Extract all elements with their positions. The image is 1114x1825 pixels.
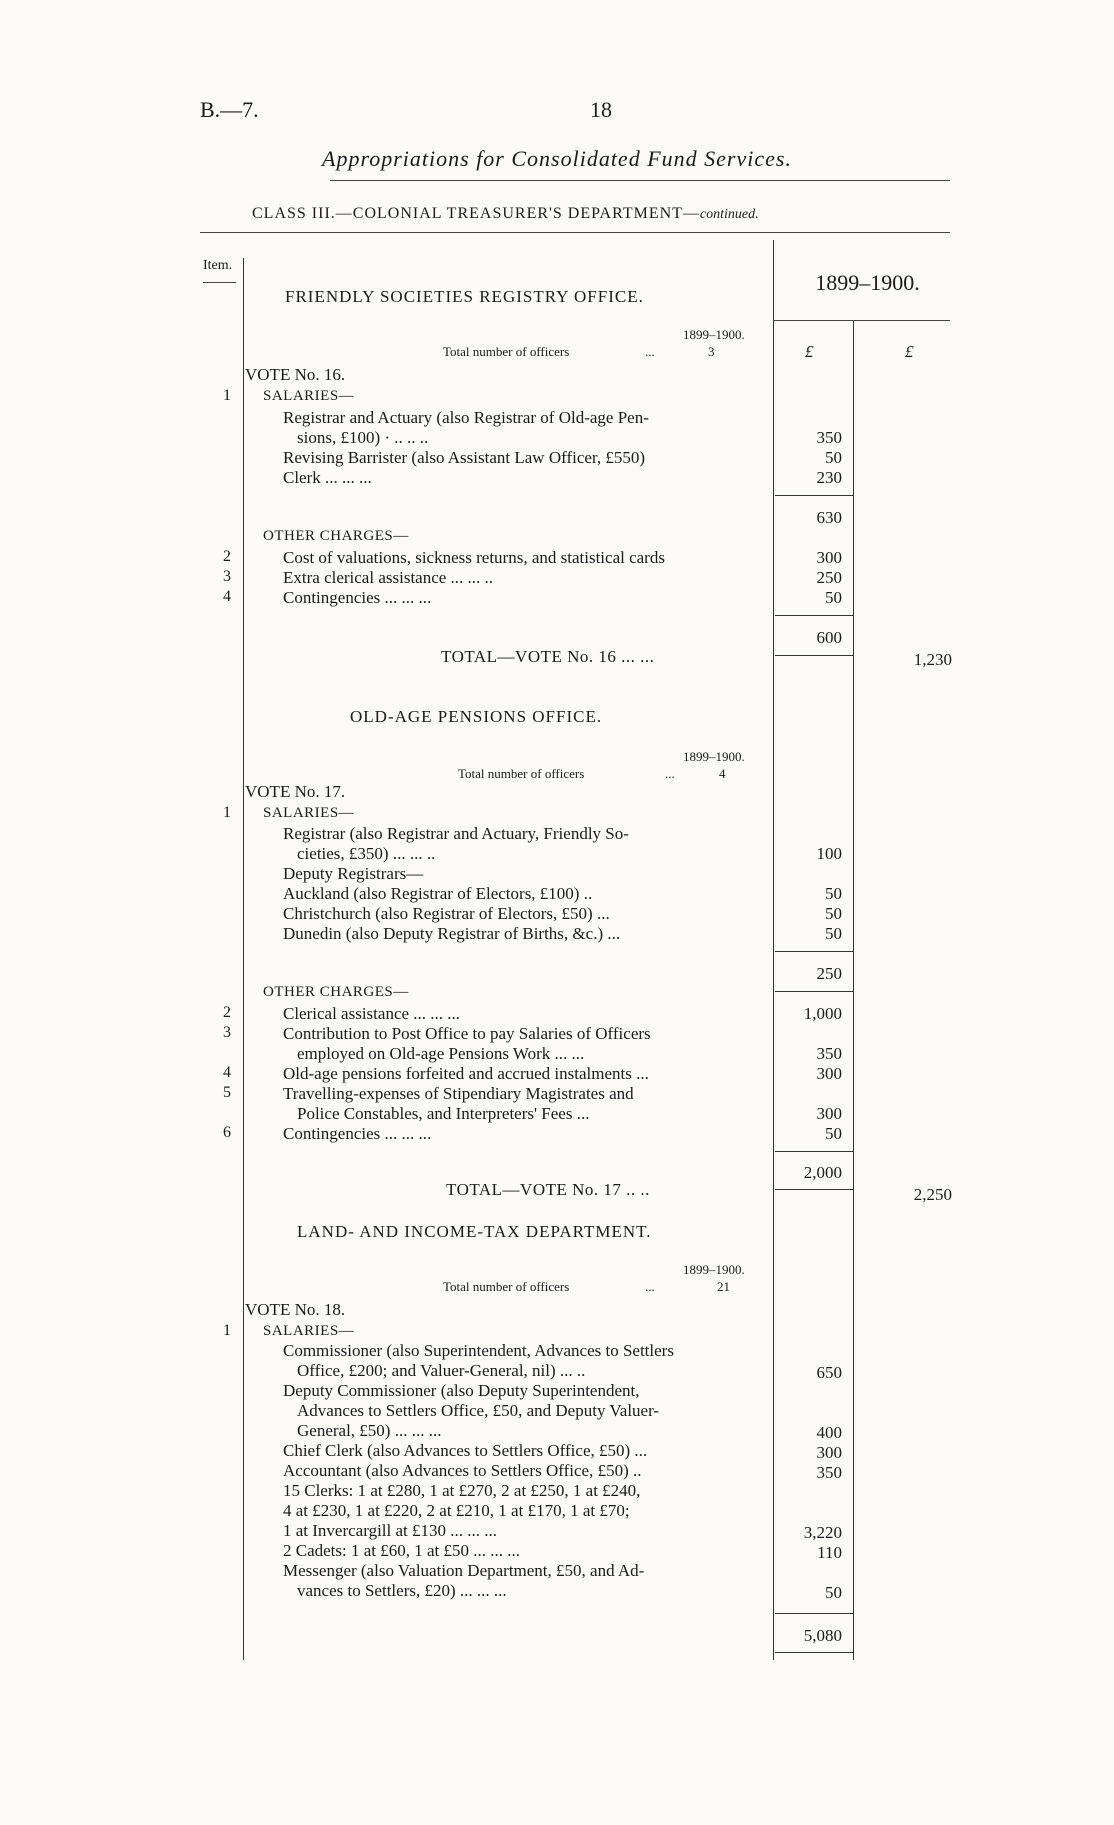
line-text: Deputy Registrars—	[283, 864, 424, 883]
line-text: General, £50) ... ... ...	[297, 1421, 442, 1440]
amount-column-divider	[773, 240, 774, 1660]
officers-dots: ...	[645, 344, 655, 359]
other-charges-heading: OTHER CHARGES—	[263, 528, 409, 544]
line-amount: 50	[825, 924, 842, 943]
officers-label: Total number of officers	[443, 1279, 570, 1294]
line-amount: 50	[825, 904, 842, 923]
line-amount: 350	[816, 1463, 842, 1482]
line-text: Contingencies ... ... ...	[283, 1124, 432, 1143]
other-subtotal: 600	[816, 628, 842, 647]
document-reference: B.—7.	[200, 97, 259, 122]
item-number: 2	[223, 548, 231, 565]
officers-year: 1899–1900.	[683, 1262, 745, 1277]
total-rule	[775, 655, 853, 656]
line-text: Contribution to Post Office to pay Salaries of Officers	[283, 1024, 651, 1043]
title-rule	[330, 180, 950, 181]
line-text: Auckland (also Registrar of Electors, £100) ..	[283, 884, 593, 903]
other-charges-heading: OTHER CHARGES—	[263, 984, 409, 1000]
item-number: 2	[223, 1004, 231, 1021]
line-amount: 300	[816, 548, 842, 567]
page-number: 18	[590, 97, 612, 122]
section-title: FRIENDLY SOCIETIES REGISTRY OFFICE.	[285, 287, 644, 306]
salaries-subtotal: 5,080	[803, 1626, 842, 1645]
line-amount: 230	[816, 468, 842, 487]
line-text: 15 Clerks: 1 at £280, 1 at £270, 2 at £250, 1 at £240,	[283, 1481, 641, 1500]
subtotal-rule	[775, 1652, 853, 1653]
line-text: 4 at £230, 1 at £220, 2 at £210, 1 at £170, 1 at £70;	[283, 1501, 630, 1520]
line-amount: 3,220	[803, 1523, 842, 1542]
total-rule	[775, 1189, 853, 1190]
item-number: 5	[223, 1084, 231, 1101]
salaries-heading: SALARIES—	[263, 388, 355, 404]
total-column-divider	[853, 320, 854, 1660]
line-text: Travelling-expenses of Stipendiary Magistrates and	[283, 1084, 634, 1103]
item-column-divider	[243, 258, 244, 1660]
subtotal-rule	[775, 951, 853, 952]
section-title: LAND- AND INCOME-TAX DEPARTMENT.	[297, 1222, 652, 1241]
line-text: Revising Barrister (also Assistant Law Officer, £550)	[283, 448, 646, 467]
section-title: OLD-AGE PENSIONS OFFICE.	[350, 707, 603, 726]
line-text: Clerical assistance ... ... ...	[283, 1004, 461, 1023]
line-amount: 50	[825, 1583, 842, 1602]
line-text: Registrar (also Registrar and Actuary, Friendly So-	[283, 824, 629, 843]
line-text: Registrar and Actuary (also Registrar of Old-age Pen-	[283, 408, 649, 427]
subtotal-rule	[775, 1613, 853, 1614]
officers-year: 1899–1900.	[683, 749, 745, 764]
line-text: Christchurch (also Registrar of Electors, £50) ...	[283, 904, 610, 923]
line-text: vances to Settlers, £20) ... ... ...	[297, 1581, 507, 1600]
line-text: Chief Clerk (also Advances to Settlers Office, £50) ...	[283, 1441, 648, 1460]
salaries-heading: SALARIES—	[263, 1323, 355, 1339]
item-heading-rule	[203, 282, 236, 283]
line-amount: 300	[816, 1104, 842, 1123]
line-text: Advances to Settlers Office, £50, and Deputy Valuer-	[297, 1401, 660, 1420]
officers-count: 4	[719, 766, 726, 781]
line-text: Deputy Commissioner (also Deputy Superintendent,	[283, 1381, 640, 1400]
line-text: cieties, £350) ... ... ..	[297, 844, 436, 863]
item-number: 4	[223, 588, 231, 605]
item-number: 4	[223, 1064, 231, 1081]
line-text: 1 at Invercargill at £130 ... ... ...	[283, 1521, 498, 1540]
other-subtotal: 2,000	[803, 1163, 842, 1182]
class-heading-suffix: continued.	[699, 207, 759, 222]
vote-number: VOTE No. 17.	[245, 782, 346, 801]
vote-number: VOTE No. 18.	[245, 1300, 346, 1319]
item-number: 1	[223, 387, 231, 404]
officers-dots: ...	[645, 1279, 655, 1294]
line-amount: 50	[825, 1124, 842, 1143]
item-number: 1	[223, 1322, 231, 1339]
item-number: 1	[223, 804, 231, 821]
line-amount: 50	[825, 588, 842, 607]
officers-count: 3	[708, 344, 715, 359]
line-text: Extra clerical assistance ... ... ..	[283, 568, 494, 587]
vote-grand-total: 2,250	[913, 1185, 952, 1204]
line-text: Clerk ... ... ...	[283, 468, 372, 487]
line-text: Police Constables, and Interpreters' Fees ...	[297, 1104, 590, 1123]
pound-sign-total: £	[905, 342, 914, 361]
vote-total-label: TOTAL—VOTE No. 17 .. ..	[446, 1180, 650, 1199]
officers-count: 21	[717, 1279, 730, 1294]
line-text: Contingencies ... ... ...	[283, 588, 432, 607]
line-amount: 350	[816, 428, 842, 447]
line-text: Office, £200; and Valuer-General, nil) ... ..	[297, 1361, 586, 1380]
vote-number: VOTE No. 16.	[245, 365, 346, 384]
officers-label: Total number of officers	[458, 766, 585, 781]
officers-label: Total number of officers	[443, 344, 570, 359]
class-heading	[252, 205, 759, 223]
pound-sign-amount: £	[805, 342, 814, 361]
line-text: Commissioner (also Superintendent, Advances to Settlers	[283, 1341, 674, 1360]
line-amount: 110	[817, 1543, 842, 1562]
salaries-heading: SALARIES—	[263, 805, 355, 821]
vote-total-label: TOTAL—VOTE No. 16 ... ...	[441, 647, 655, 666]
subtotal-rule	[775, 991, 853, 992]
subtotal-rule	[775, 1151, 853, 1152]
year-heading-rule	[773, 320, 950, 321]
subtotal-rule	[775, 495, 853, 496]
line-text: Accountant (also Advances to Settlers Office, £50) ..	[283, 1461, 642, 1480]
line-amount: 1,000	[803, 1004, 842, 1023]
year-column-heading: 1899–1900.	[815, 270, 920, 295]
salaries-subtotal: 250	[816, 964, 842, 983]
salaries-subtotal: 630	[816, 508, 842, 527]
officers-dots: ...	[665, 766, 675, 781]
page-title: Appropriations for Consolidated Fund Services.	[322, 146, 792, 171]
line-amount: 50	[825, 884, 842, 903]
officers-year: 1899–1900.	[683, 327, 745, 342]
subtotal-rule	[775, 615, 853, 616]
line-text: Messenger (also Valuation Department, £50, and Ad-	[283, 1561, 645, 1580]
line-text: employed on Old-age Pensions Work ... ...	[297, 1044, 585, 1063]
item-number: 3	[223, 1024, 231, 1041]
line-amount: 300	[816, 1443, 842, 1462]
line-amount: 100	[816, 844, 842, 863]
class-heading-text: CLASS III.—COLONIAL TREASURER'S DEPARTMENT—	[252, 205, 700, 222]
line-amount: 350	[816, 1044, 842, 1063]
line-text: sions, £100) · .. .. ..	[297, 428, 429, 447]
line-amount: 650	[816, 1363, 842, 1382]
line-amount: 50	[825, 448, 842, 467]
line-text: 2 Cadets: 1 at £60, 1 at £50 ... ... ...	[283, 1541, 521, 1560]
line-amount: 250	[816, 568, 842, 587]
line-text: Dunedin (also Deputy Registrar of Births, &c.) ...	[283, 924, 621, 943]
vote-grand-total: 1,230	[913, 650, 952, 669]
class-rule	[200, 232, 950, 233]
line-amount: 300	[816, 1064, 842, 1083]
item-number: 3	[223, 568, 231, 585]
item-number: 6	[223, 1124, 231, 1141]
item-column-heading: Item.	[203, 258, 233, 273]
line-text: Old-age pensions forfeited and accrued instalments ...	[283, 1064, 649, 1083]
line-text: Cost of valuations, sickness returns, and statistical cards	[283, 548, 665, 567]
line-amount: 400	[816, 1423, 842, 1442]
